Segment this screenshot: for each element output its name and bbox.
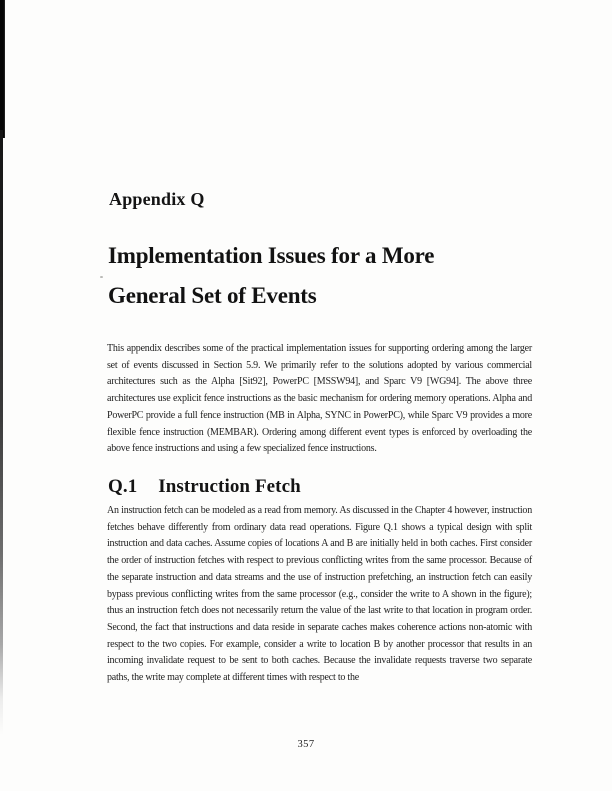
intro-paragraph: This appendix describes some of the practical implementation issues for supporting ordering among the larger set of events discussed in Section 5.9. We primarily refer to the solutions adopted by various commercial architectures such as the Alpha [Sit92], PowerPC [MSSW94], and Sparc V9 [WG94]. The above three architectures use explicit fence instructions as the basic mechanism for ordering memory operations. Alpha and PowerPC provide a full fence instruction (MB in Alpha, SYNC in PowerPC), while Sparc V9 provides a more flexible fence instruction (MEMBAR). Ordering among different event types is enforced by overloading the above fence instructions and using a few specialized fence instructions.	[107, 343, 532, 455]
page-number: 357	[297, 739, 315, 750]
page-title-line-2: General Set of Events	[108, 283, 317, 308]
scan-artifact-left-edge	[0, 0, 5, 138]
section-title: Instruction Fetch	[158, 476, 301, 497]
scan-artifact-left-edge-fade	[0, 130, 3, 735]
section-paragraph: An instruction fetch can be modeled as a read from memory. As discussed in the Chapter 4 however, instruction fetches behave differently from ordinary data read operations. Figure Q.1 shows a typical design with split instruction and data caches. Assume copies of locations A and B are initially held in both caches. First consider the order of instruction fetches with respect to previous conflicting writes from the same processor. Because of the separate instruction and data streams and the use of instruction prefetching, an instruction fetch can easily bypass previous conflicting writes from the same processor (e.g., consider the write to A shown in the figure); thus an instruction fetch does not necessarily return the value of the last write to that location in program order. Second, the fact that instructions and data reside in separate caches makes coherence actions non-atomic with respect to the two copies. For example, consider a write to location B by another processor that results in an incoming invalidate request to be sent to both caches. Because the invalidate requests traverse two separate paths, the write may complete at different times with respect to the	[107, 505, 532, 684]
page-title-line-1: Implementation Issues for a More	[108, 243, 435, 268]
scan-speck	[100, 276, 103, 278]
appendix-label: Appendix Q	[109, 189, 205, 209]
section-heading	[108, 476, 301, 498]
page-title	[108, 236, 434, 316]
section-number: Q.1	[108, 476, 138, 497]
